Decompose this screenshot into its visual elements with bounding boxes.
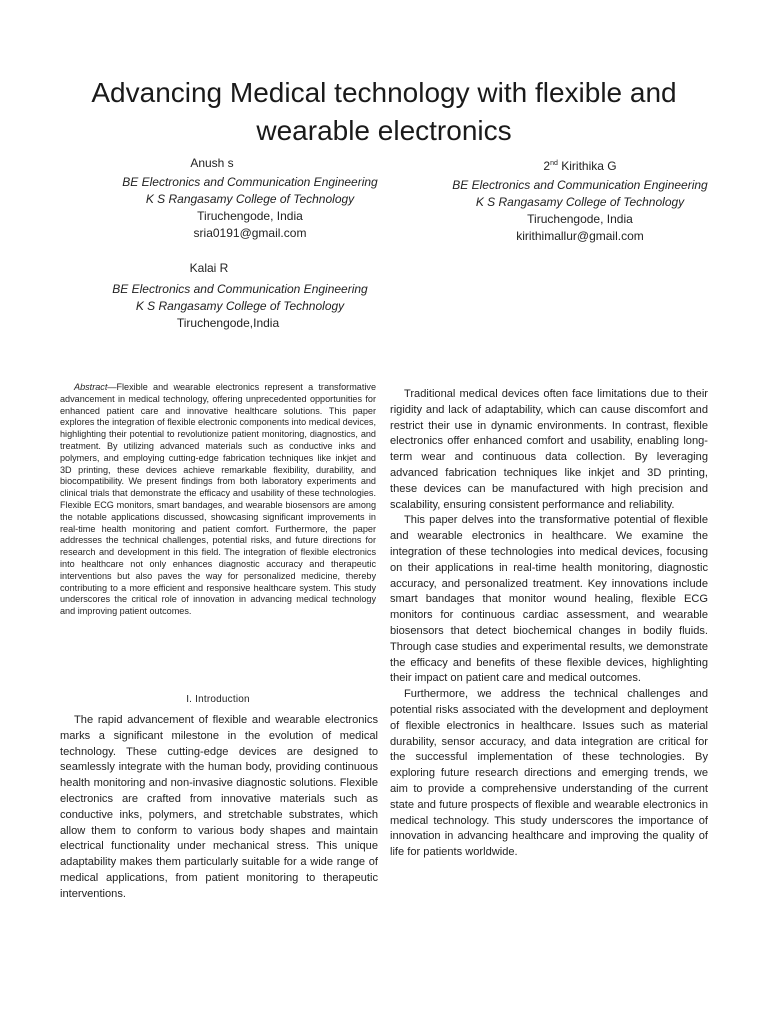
author-location: Tiruchengode,India: [176, 316, 280, 330]
abstract: [60, 382, 376, 618]
author-name-text: Kirithika G: [561, 159, 617, 173]
right-column-body: [390, 387, 708, 861]
abstract-label: Abstract: [74, 382, 108, 392]
paragraph: Traditional medical devices often face limitations due to their rigidity and lack of adaptability, which can cause discomfort and restrict their use in dynamic environments. In contrast, flexible electronics offer enhanced comfort and usability, enabling long-term wear and continuous data collection. By leveraging advanced fabrication techniques like inkjet and 3D printing, these devices can be manufactured with high precision and scalability, ensuring consistent performance and reliability.: [390, 388, 708, 511]
section-heading: I. Introduction: [186, 694, 250, 705]
author-email: kirithimallur@gmail.com: [516, 229, 644, 243]
author-college: K S Rangasamy College of Technology: [145, 192, 355, 206]
title-line-2: wearable electronics: [256, 115, 512, 146]
author-block-2: [430, 155, 730, 245]
author-email: sria0191@gmail.com: [193, 226, 307, 240]
author-location: Tiruchengode, India: [197, 209, 303, 223]
author-name: [430, 155, 730, 175]
author-ordinal: 2: [543, 159, 551, 173]
abstract-text: —Flexible and wearable electronics represent a transformative advancement in medical technology, offering unprecedented opportunities for enhanced patient care and innovative healthcare solutions. This paper explores the integration of flexible electronic components into medical devices, highlighting their potential to revolutionize patient monitoring, diagnostics, and treatment. By utilizing advanced materials such as conductive inks and polymers, and employing cutting-edge fabrication techniques like inkjet and 3D printing, these devices achieve remarkable flexibility, durability, and biocompatibility. We present findings from both laboratory experiments and clinical trials that demonstrate the efficacy and usability of these technologies. Flexible ECG monitors, smart bandages, and wearable biosensors are among the notable applications discussed, showcasing significant improvements in real-time health monitoring and patient comfort. Furthermore, the paper addresses the technical challenges, potential risks, and future directions for research and development in this field. The integration of flexible electronics into healthcare not only enhances diagnostic accuracy and therapeutic interventions but also paves the way for personalized medicine, thereby contributing to a more efficient and responsive healthcare system. This study underscores the critical role of innovation in advancing medical technology and improving patient outcomes.: [60, 382, 376, 617]
author-ordinal-suffix: nd: [550, 160, 558, 167]
paper-title: [40, 74, 728, 150]
author-name: Kalai R: [189, 261, 229, 275]
author-name: Anush s: [190, 156, 234, 170]
title-line-1: Advancing Medical technology with flexible and: [91, 77, 677, 108]
author-department: BE Electronics and Communication Engineering: [122, 175, 378, 189]
author-college: K S Rangasamy College of Technology: [475, 195, 685, 209]
author-location: Tiruchengode, India: [527, 212, 633, 226]
paragraph: This paper delves into the transformative potential of flexible and wearable electronics in healthcare. We examine the integration of these technologies into medical devices, focusing on their applications in real-time health monitoring, diagnostic accuracy, and personalized treatment. Key innovations include smart bandages that monitor wound healing, flexible ECG monitors for continuous cardiac assessment, and wearable biosensors that detect biochemical changes in bodily fluids. Through case studies and experimental results, we demonstrate the efficacy and benefits of these flexible devices, highlighting their impact on patient care and medical outcomes.: [390, 514, 708, 685]
introduction-body: [60, 713, 378, 903]
author-college: K S Rangasamy College of Technology: [135, 299, 345, 313]
author-block-1: [100, 155, 400, 242]
author-block-3: [90, 260, 390, 332]
author-department: BE Electronics and Communication Engineering: [112, 282, 368, 296]
author-department: BE Electronics and Communication Engineering: [452, 178, 708, 192]
paragraph: Furthermore, we address the technical challenges and potential risks associated with the development and deployment of flexible electronics in healthcare. Issues such as material durability, sensor accuracy, and data integration are critical for the successful implementation of these technologies. By exploring future research directions and emerging trends, we aim to provide a comprehensive understanding of the current state and future prospects of flexible and wearable electronics in medical technology. This study underscores the importance of innovation in advancing healthcare and improving the quality of life for patients worldwide.: [390, 688, 708, 859]
paragraph: The rapid advancement of flexible and wearable electronics marks a significant milestone in the evolution of medical technology. These cutting-edge devices are designed to seamlessly integrate with the human body, providing continuous health monitoring and non-invasive diagnostic solutions. Flexible electronics are crafted from innovative materials such as conductive inks, polymers, and stretchable substrates, which allow them to conform to various body shapes and maintain electrical functionality under mechanical stress. This unique adaptability makes them particularly suitable for a wide range of medical applications, from patient monitoring to therapeutic interventions.: [60, 714, 378, 900]
